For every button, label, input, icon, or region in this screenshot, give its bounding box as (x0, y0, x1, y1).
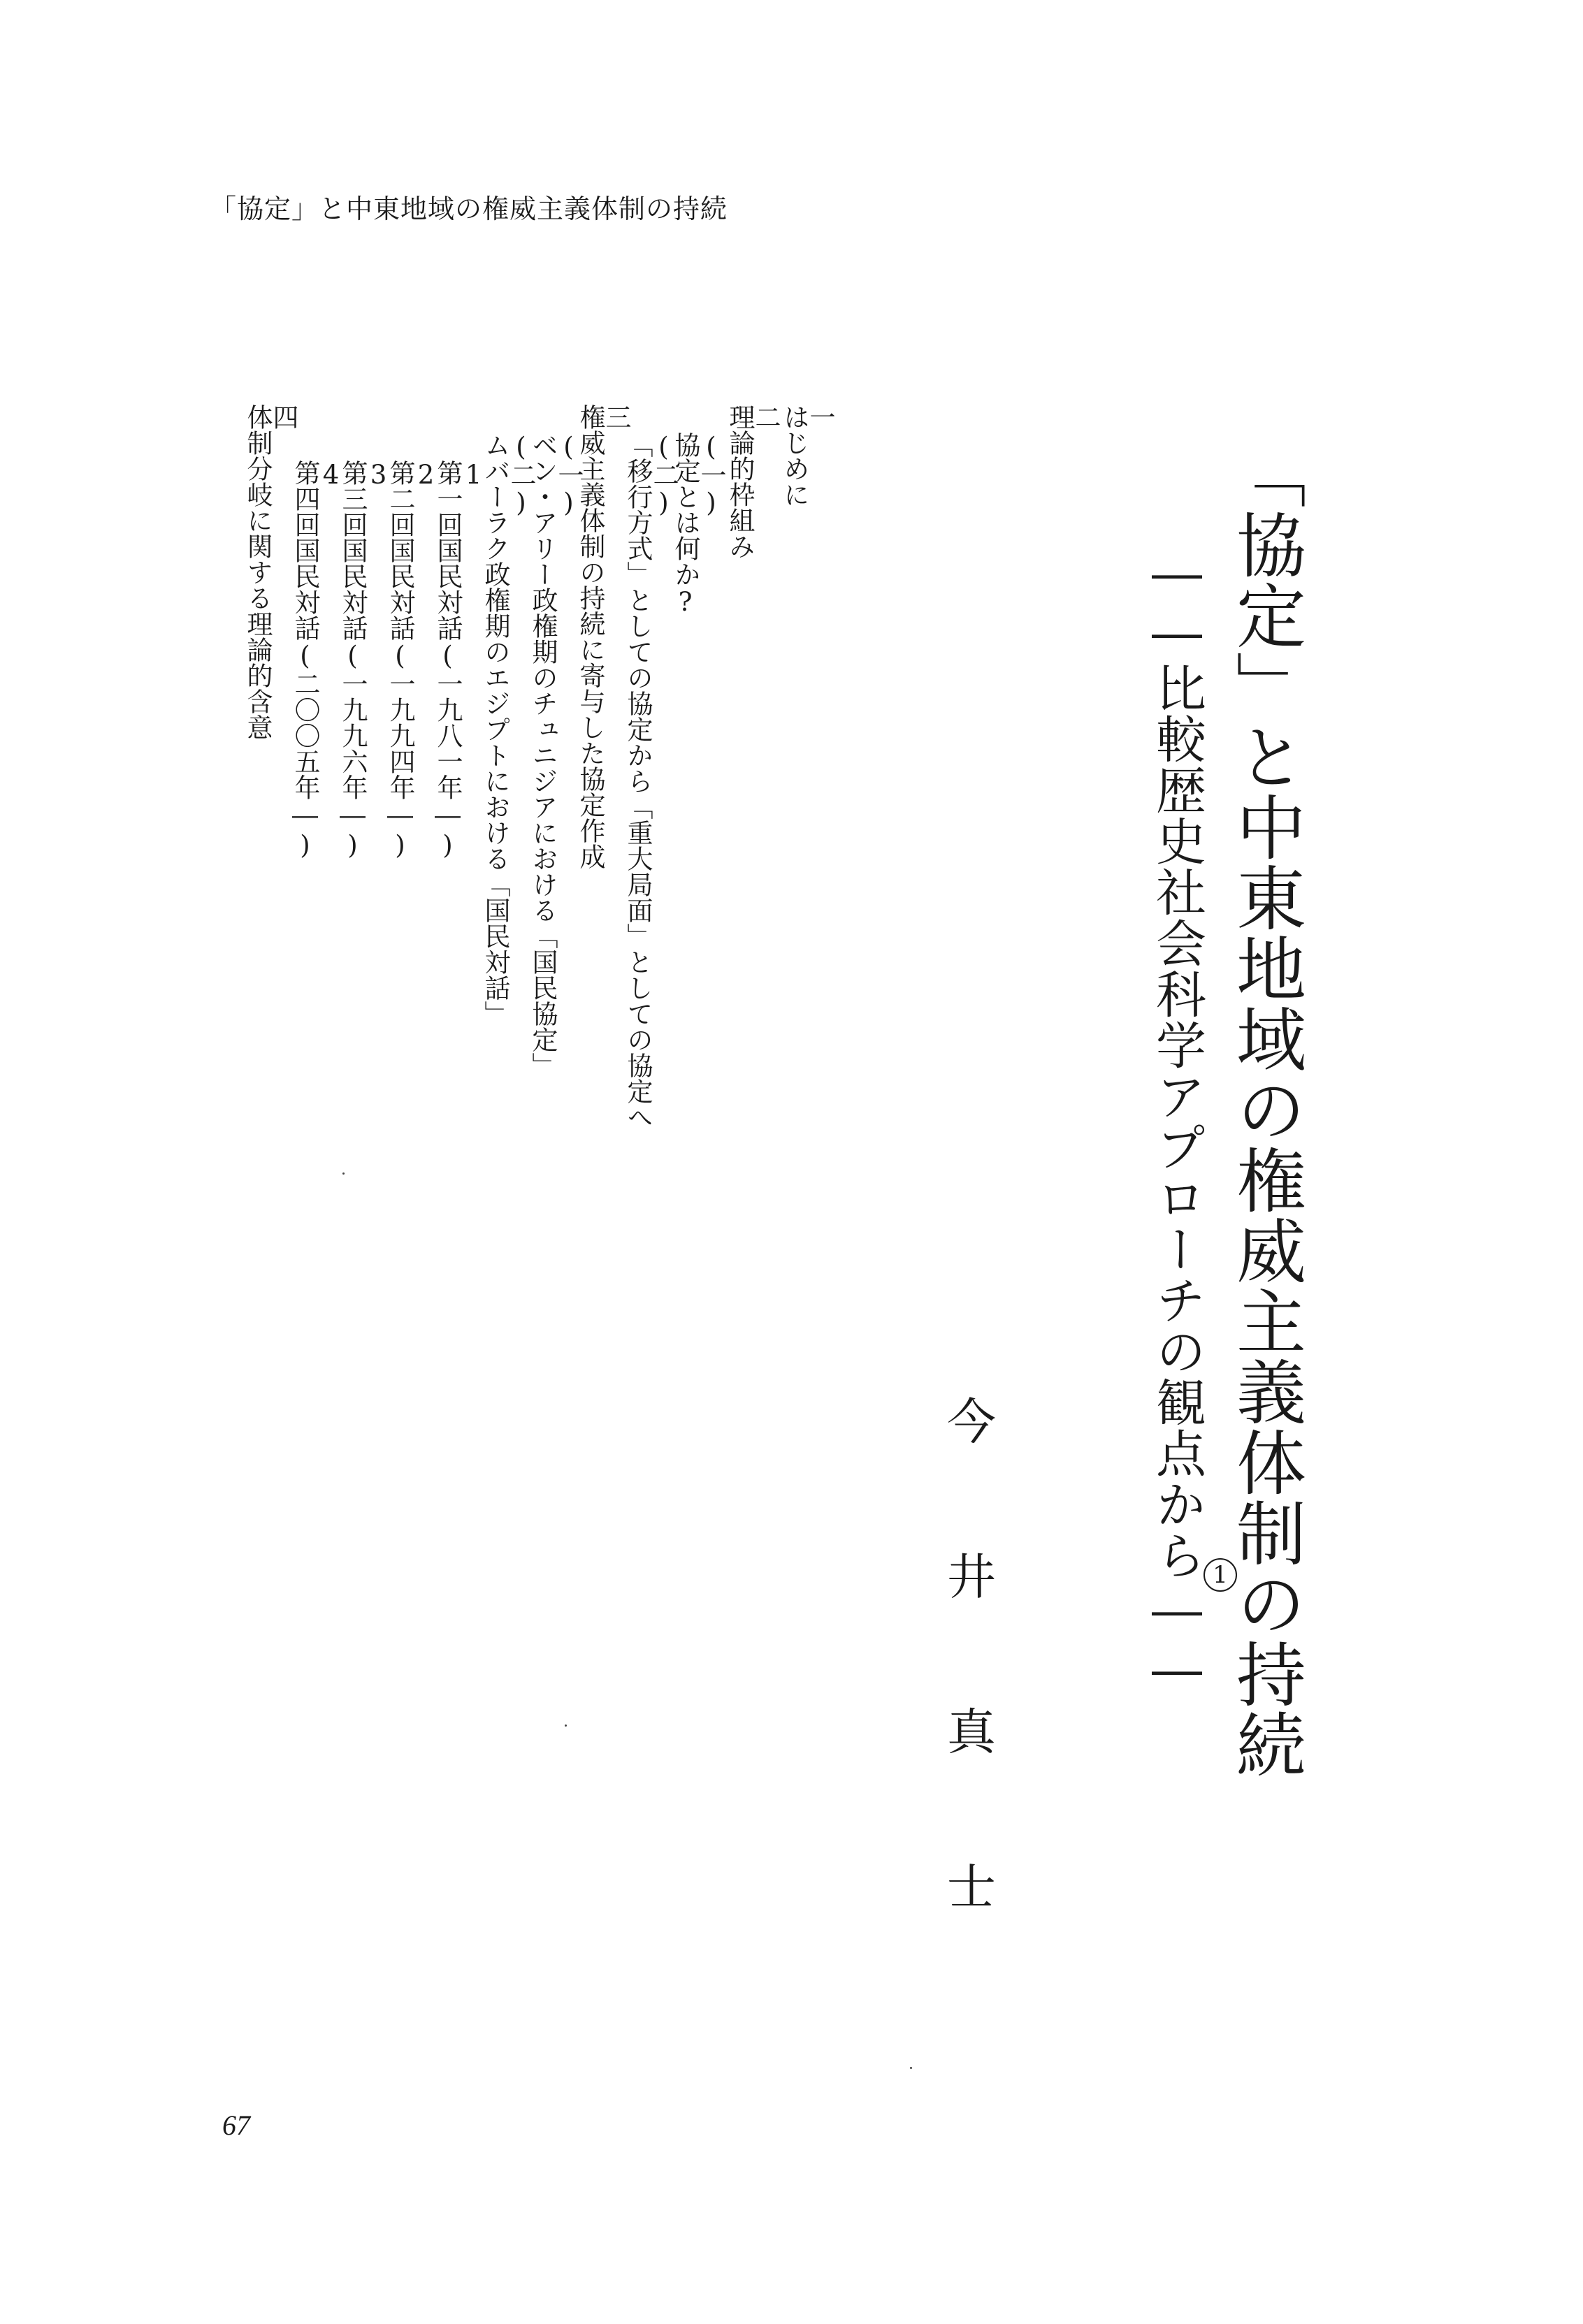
toc-item-text: 第四回国民対話(二〇〇五年―) (290, 460, 320, 860)
toc-item-text: 「移行方式」としての協定から「重大局面」としての協定へ (623, 432, 653, 1130)
toc-item (727, 404, 779, 559)
toc-item-text: ベン・アリー政権期のチュニジアにおける「国民協定」 (528, 432, 558, 1078)
toc-item (387, 460, 439, 860)
toc-item-text: 第二回国民対話(一九九四年―) (385, 460, 415, 860)
toc-item (577, 404, 629, 869)
toc-item-text: ムバーラク政権期のエジプトにおける「国民対話」 (480, 432, 510, 1026)
toc-item-number: 2 (411, 460, 441, 490)
toc-item-text: 協定とは何か? (670, 432, 700, 617)
toc-item (292, 460, 344, 860)
toc-item-text: 理論的枠組み (725, 404, 755, 559)
toc-item (528, 432, 584, 1078)
toc-item-number: 二 (751, 404, 781, 430)
author-char: 真 (947, 1704, 996, 1761)
toc-item-number: (二) (506, 432, 536, 518)
author-char: 井 (947, 1548, 996, 1606)
toc-item (245, 404, 296, 740)
page-number: 67 (222, 2109, 250, 2141)
toc-item-text: 体制分岐に関する理論的含意 (243, 404, 273, 740)
toc-item-number: 1 (458, 460, 489, 490)
toc-item-number: (一) (696, 432, 726, 518)
toc-item-number: 4 (316, 460, 346, 490)
toc-item-number: 三 (601, 404, 631, 430)
footnote-marker: 1 (1203, 1558, 1237, 1592)
toc-item-number: 一 (805, 404, 835, 430)
scan-speck (342, 1172, 345, 1175)
article-title: 「協定」と中東地域の権威主義体制の持続 (1224, 439, 1306, 1780)
toc-item-text: はじめに (779, 404, 809, 507)
toc-item (340, 460, 391, 860)
toc-item-text: 第三回国民対話(一九九六年―) (338, 460, 368, 860)
toc-item (672, 432, 724, 617)
toc-item (482, 432, 534, 1026)
toc-item (781, 404, 833, 507)
author-char: 今 (947, 1393, 996, 1451)
toc-item-number: 四 (268, 404, 298, 430)
scan-speck (910, 2067, 912, 2069)
toc-item-number: (二) (649, 432, 679, 518)
toc-item (625, 432, 677, 1130)
toc-item (433, 460, 489, 860)
scan-speck (565, 1724, 567, 1727)
toc-item-text: 権威主義体制の持続に寄与した協定作成 (575, 404, 605, 869)
article-subtitle: ――比較歴史社会科学アプローチの観点から―― (1148, 544, 1206, 1699)
running-header: 「協定」と中東地域の権威主義体制の持続 (210, 194, 728, 224)
author-char: 士 (947, 1859, 996, 1916)
toc-item-number: (一) (554, 432, 584, 518)
toc-item-number: 3 (363, 460, 393, 490)
toc-item-text: 第一回国民対話(一九八一年―) (433, 460, 463, 860)
